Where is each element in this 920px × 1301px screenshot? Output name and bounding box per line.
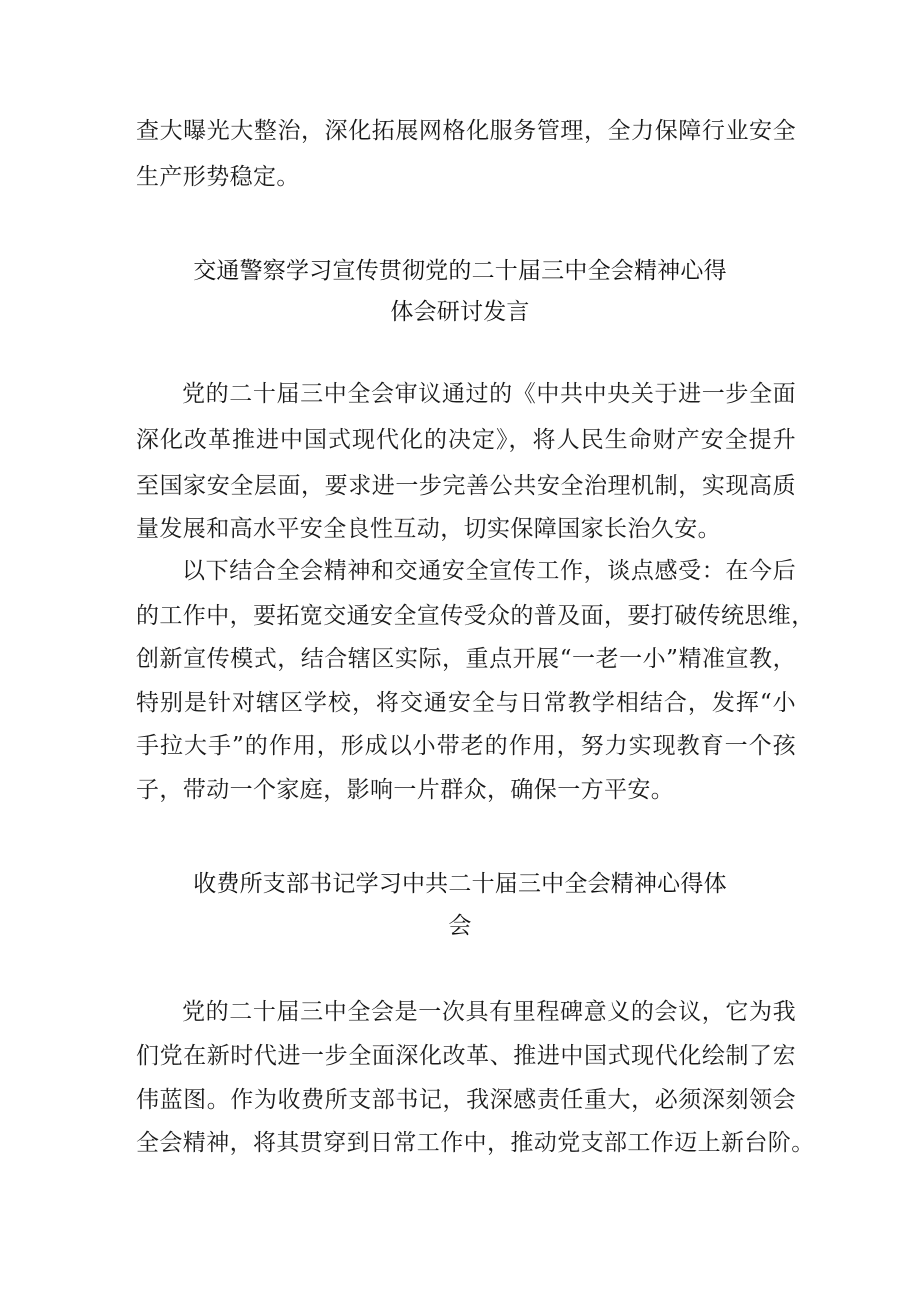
section2-para1-line-1: 党的二十届三中全会是一次具有里程碑意义的会议，它为我 [182, 999, 796, 1025]
section1-para2-line-6: 子，带动一个家庭，影响一片群众，确保一方平安。 [136, 777, 675, 803]
section1-para1-line-4: 量发展和高水平安全良性互动，切实保障国家长治久安。 [136, 516, 721, 542]
section2-title-line-1: 收费所支部书记学习中共二十届三中全会精神心得体 [193, 871, 727, 897]
section1-para2-line-5: 手拉大手”的作用，形成以小带老的作用，努力实现教育一个孩 [136, 733, 796, 759]
section1-para2-line-2: 的工作中，要拓宽交通安全宣传受众的普及面，要打破传统思维， [136, 603, 815, 629]
section1-para1-line-3: 至国家安全层面，要求进一步完善公共安全治理机制，实现高质 [136, 473, 796, 499]
section1-title-line-2: 体会研讨发言 [390, 299, 530, 325]
section2-para1-line-4: 全会精神，将其贯穿到日常工作中，推动党支部工作迈上新台阶。 [136, 1130, 815, 1156]
section1-para2-line-4: 特别是针对辖区学校，将交通安全与日常教学相结合，发挥“小 [136, 690, 796, 716]
intro-line-2: 生产形势稳定。 [136, 164, 300, 190]
section1-para2-line-3: 创新宣传模式，结合辖区实际，重点开展“一老一小”精准宣教， [136, 646, 796, 672]
section2-para1-line-3: 伟蓝图。作为收费所支部书记，我深感责任重大，必须深刻领会 [136, 1087, 796, 1113]
section2-para1-line-2: 们党在新时代进一步全面深化改革、推进中国式现代化绘制了宏 [136, 1043, 796, 1069]
section1-title-line-1: 交通警察学习宣传贯彻党的二十届三中全会精神心得 [193, 258, 727, 284]
section1-para1-line-1: 党的二十届三中全会审议通过的《中共中央关于进一步全面 [182, 381, 796, 407]
section2-title-line-2: 会 [448, 913, 472, 939]
section1-para2-line-1: 以下结合全会精神和交通安全宣传工作，谈点感受：在今后 [182, 558, 796, 584]
section1-para1-line-2: 深化改革推进中国式现代化的决定》，将人民生命财产安全提升 [136, 427, 796, 453]
intro-line-1: 查大曝光大整治，深化拓展网格化服务管理，全力保障行业安全 [136, 118, 796, 144]
